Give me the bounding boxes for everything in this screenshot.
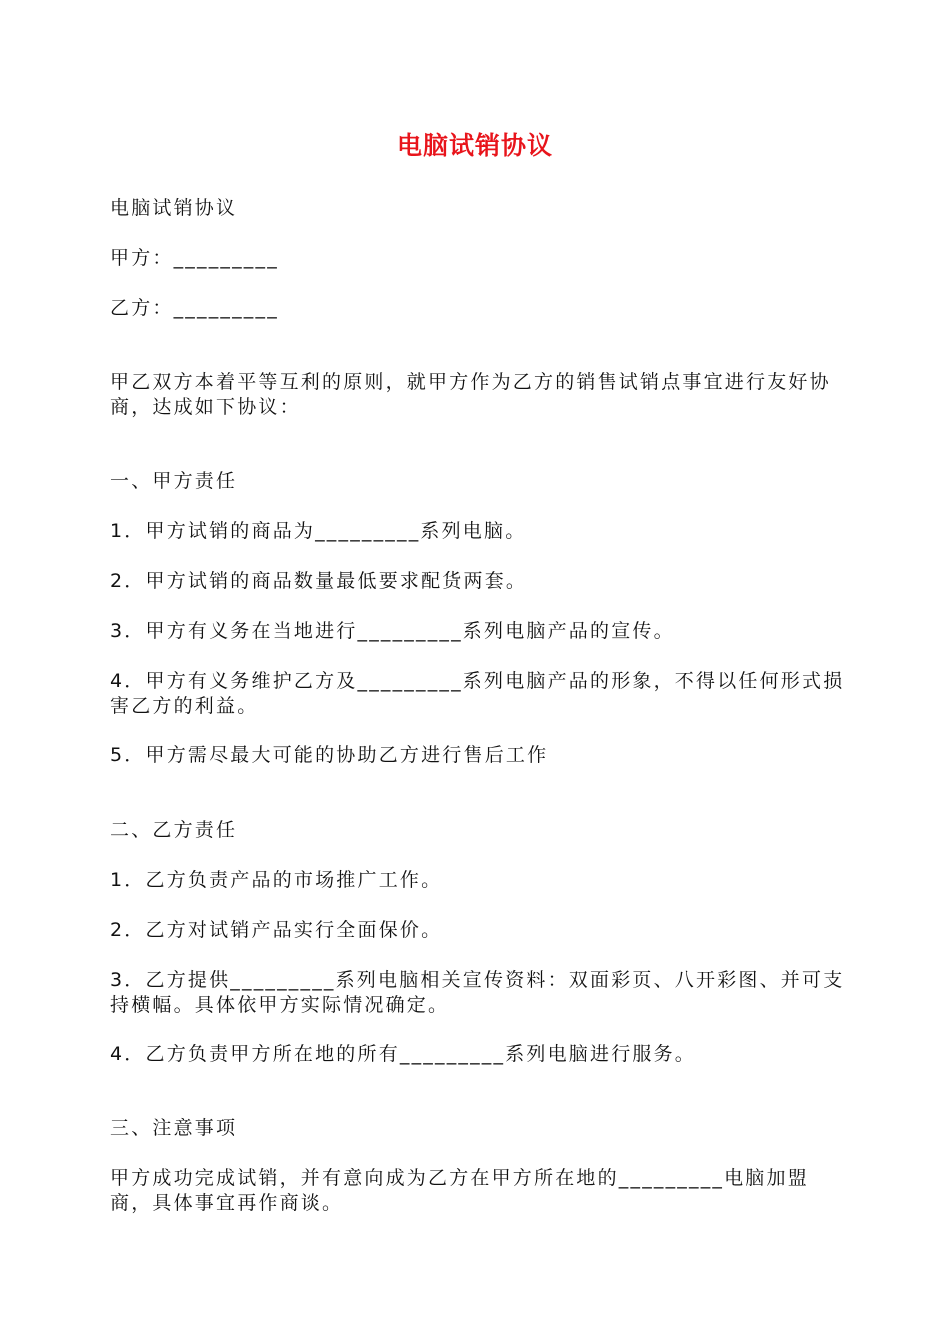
party-b-item-4: 4．乙方负责甲方所在地的所有_________系列电脑进行服务。 <box>110 1043 696 1065</box>
section-heading-party-a: 一、甲方责任 <box>110 470 238 492</box>
notes-paragraph: 甲方成功完成试销，并有意向成为乙方在甲方所在地的_________电脑加盟商，具体事宜再作商谈。 <box>110 1167 809 1214</box>
section-heading-party-b: 二、乙方责任 <box>110 819 238 841</box>
party-b-item-2: 2．乙方对试销产品实行全面保价。 <box>110 919 443 941</box>
party-b-item-3: 3．乙方提供_________系列电脑相关宣传资料：双面彩页、八开彩图、并可支持横幅。具体依甲方实际情况确定。 <box>110 969 845 1016</box>
party-a-line: 甲方：_________ <box>110 247 279 269</box>
document-title: 电脑试销协议 <box>396 131 553 160</box>
section-heading-notes: 三、注意事项 <box>110 1117 238 1139</box>
party-b-line: 乙方：_________ <box>110 297 279 319</box>
party-a-item-1: 1．甲方试销的商品为_________系列电脑。 <box>110 520 527 542</box>
party-a-item-4: 4．甲方有义务维护乙方及_________系列电脑产品的形象，不得以任何形式损害乙方的利益。 <box>110 670 845 717</box>
intro-paragraph: 甲乙双方本着平等互利的原则，就甲方作为乙方的销售试销点事宜进行友好协商，达成如下协议： <box>110 371 831 418</box>
party-a-item-2: 2．甲方试销的商品数量最低要求配货两套。 <box>110 570 528 592</box>
party-a-item-5: 5．甲方需尽最大可能的协助乙方进行售后工作 <box>110 744 549 766</box>
paragraph-heading: 电脑试销协议 <box>110 197 238 219</box>
party-b-item-1: 1．乙方负责产品的市场推广工作。 <box>110 869 443 891</box>
party-a-item-3: 3．甲方有义务在当地进行_________系列电脑产品的宣传。 <box>110 620 675 642</box>
